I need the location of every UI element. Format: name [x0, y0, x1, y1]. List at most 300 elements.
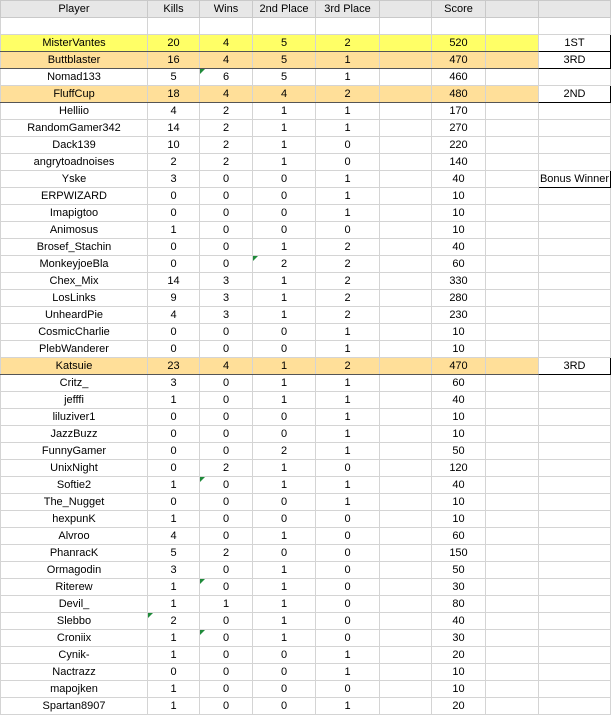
- score-cell[interactable]: 60: [432, 256, 486, 273]
- score-cell[interactable]: 40: [432, 613, 486, 630]
- kills-cell[interactable]: 10: [148, 137, 200, 154]
- player-cell[interactable]: liluziver1: [1, 409, 148, 426]
- wins-cell[interactable]: 2: [200, 120, 253, 137]
- player-cell[interactable]: UnheardPie: [1, 307, 148, 324]
- kills-cell[interactable]: 16: [148, 52, 200, 69]
- empty-cell[interactable]: [380, 52, 432, 69]
- wins-cell[interactable]: 0: [200, 222, 253, 239]
- note-cell[interactable]: [539, 409, 611, 426]
- blank-cell[interactable]: [539, 18, 611, 35]
- kills-cell[interactable]: 4: [148, 103, 200, 120]
- note-cell[interactable]: [539, 630, 611, 647]
- third-place-cell[interactable]: 0: [316, 562, 380, 579]
- second-place-cell[interactable]: 0: [253, 409, 316, 426]
- empty-cell[interactable]: [486, 171, 539, 188]
- kills-cell[interactable]: 0: [148, 239, 200, 256]
- empty-cell[interactable]: [486, 545, 539, 562]
- second-place-cell[interactable]: 1: [253, 375, 316, 392]
- score-cell[interactable]: 60: [432, 528, 486, 545]
- kills-cell[interactable]: 1: [148, 477, 200, 494]
- empty-cell[interactable]: [486, 69, 539, 86]
- wins-cell[interactable]: 2: [200, 103, 253, 120]
- player-cell[interactable]: MonkeyjoeBla: [1, 256, 148, 273]
- second-place-cell[interactable]: 4: [253, 86, 316, 103]
- wins-cell[interactable]: 0: [200, 256, 253, 273]
- player-cell[interactable]: Helliio: [1, 103, 148, 120]
- wins-cell[interactable]: 0: [200, 528, 253, 545]
- empty-cell[interactable]: [380, 630, 432, 647]
- wins-cell[interactable]: 3: [200, 290, 253, 307]
- header-blank-3[interactable]: [539, 1, 611, 18]
- second-place-cell[interactable]: 2: [253, 443, 316, 460]
- score-cell[interactable]: 10: [432, 409, 486, 426]
- third-place-cell[interactable]: 1: [316, 52, 380, 69]
- second-place-cell[interactable]: 0: [253, 188, 316, 205]
- header-player[interactable]: Player: [1, 1, 148, 18]
- second-place-cell[interactable]: 1: [253, 273, 316, 290]
- note-cell[interactable]: [539, 477, 611, 494]
- kills-cell[interactable]: 0: [148, 443, 200, 460]
- second-place-cell[interactable]: 1: [253, 392, 316, 409]
- third-place-cell[interactable]: 1: [316, 477, 380, 494]
- note-cell[interactable]: 3RD: [539, 358, 611, 375]
- note-cell[interactable]: [539, 222, 611, 239]
- score-cell[interactable]: 120: [432, 460, 486, 477]
- third-place-cell[interactable]: 1: [316, 188, 380, 205]
- header-blank-2[interactable]: [486, 1, 539, 18]
- blank-cell[interactable]: [316, 18, 380, 35]
- note-cell[interactable]: [539, 545, 611, 562]
- second-place-cell[interactable]: 1: [253, 528, 316, 545]
- empty-cell[interactable]: [486, 579, 539, 596]
- third-place-cell[interactable]: 0: [316, 511, 380, 528]
- wins-cell[interactable]: 0: [200, 664, 253, 681]
- score-cell[interactable]: 50: [432, 443, 486, 460]
- kills-cell[interactable]: 0: [148, 324, 200, 341]
- empty-cell[interactable]: [380, 545, 432, 562]
- kills-cell[interactable]: 2: [148, 154, 200, 171]
- empty-cell[interactable]: [486, 511, 539, 528]
- wins-cell[interactable]: 4: [200, 358, 253, 375]
- empty-cell[interactable]: [380, 341, 432, 358]
- empty-cell[interactable]: [486, 222, 539, 239]
- wins-cell[interactable]: 2: [200, 137, 253, 154]
- player-cell[interactable]: PlebWanderer: [1, 341, 148, 358]
- empty-cell[interactable]: [486, 256, 539, 273]
- note-cell[interactable]: [539, 324, 611, 341]
- player-cell[interactable]: Cynik-: [1, 647, 148, 664]
- score-cell[interactable]: 150: [432, 545, 486, 562]
- empty-cell[interactable]: [486, 477, 539, 494]
- player-cell[interactable]: Brosef_Stachin: [1, 239, 148, 256]
- second-place-cell[interactable]: 1: [253, 562, 316, 579]
- third-place-cell[interactable]: 2: [316, 307, 380, 324]
- player-cell[interactable]: Imapigtoo: [1, 205, 148, 222]
- note-cell[interactable]: [539, 681, 611, 698]
- player-cell[interactable]: Yske: [1, 171, 148, 188]
- kills-cell[interactable]: 2: [148, 613, 200, 630]
- wins-cell[interactable]: 0: [200, 477, 253, 494]
- note-cell[interactable]: [539, 460, 611, 477]
- empty-cell[interactable]: [380, 188, 432, 205]
- empty-cell[interactable]: [380, 443, 432, 460]
- note-cell[interactable]: [539, 664, 611, 681]
- second-place-cell[interactable]: 0: [253, 545, 316, 562]
- empty-cell[interactable]: [380, 460, 432, 477]
- empty-cell[interactable]: [380, 273, 432, 290]
- header-2nd-place[interactable]: 2nd Place: [253, 1, 316, 18]
- third-place-cell[interactable]: 2: [316, 273, 380, 290]
- second-place-cell[interactable]: 1: [253, 596, 316, 613]
- score-cell[interactable]: 470: [432, 52, 486, 69]
- kills-cell[interactable]: 18: [148, 86, 200, 103]
- third-place-cell[interactable]: 0: [316, 222, 380, 239]
- score-cell[interactable]: 10: [432, 681, 486, 698]
- wins-cell[interactable]: 0: [200, 579, 253, 596]
- player-cell[interactable]: The_Nugget: [1, 494, 148, 511]
- third-place-cell[interactable]: 0: [316, 545, 380, 562]
- third-place-cell[interactable]: 0: [316, 596, 380, 613]
- wins-cell[interactable]: 4: [200, 86, 253, 103]
- score-cell[interactable]: 230: [432, 307, 486, 324]
- score-cell[interactable]: 460: [432, 69, 486, 86]
- note-cell[interactable]: [539, 137, 611, 154]
- player-cell[interactable]: UnixNight: [1, 460, 148, 477]
- note-cell[interactable]: [539, 205, 611, 222]
- player-cell[interactable]: FluffCup: [1, 86, 148, 103]
- wins-cell[interactable]: 2: [200, 154, 253, 171]
- note-cell[interactable]: [539, 239, 611, 256]
- score-cell[interactable]: 330: [432, 273, 486, 290]
- player-cell[interactable]: Slebbo: [1, 613, 148, 630]
- wins-cell[interactable]: 4: [200, 35, 253, 52]
- third-place-cell[interactable]: 1: [316, 324, 380, 341]
- blank-cell[interactable]: [1, 18, 148, 35]
- wins-cell[interactable]: 0: [200, 341, 253, 358]
- note-cell[interactable]: Bonus Winner: [539, 171, 611, 188]
- score-cell[interactable]: 10: [432, 341, 486, 358]
- kills-cell[interactable]: 3: [148, 375, 200, 392]
- wins-cell[interactable]: 0: [200, 392, 253, 409]
- player-cell[interactable]: hexpunK: [1, 511, 148, 528]
- third-place-cell[interactable]: 0: [316, 613, 380, 630]
- empty-cell[interactable]: [486, 392, 539, 409]
- note-cell[interactable]: [539, 392, 611, 409]
- kills-cell[interactable]: 0: [148, 664, 200, 681]
- note-cell[interactable]: [539, 443, 611, 460]
- note-cell[interactable]: [539, 307, 611, 324]
- kills-cell[interactable]: 23: [148, 358, 200, 375]
- empty-cell[interactable]: [486, 35, 539, 52]
- third-place-cell[interactable]: 1: [316, 426, 380, 443]
- empty-cell[interactable]: [486, 494, 539, 511]
- wins-cell[interactable]: 1: [200, 596, 253, 613]
- note-cell[interactable]: [539, 103, 611, 120]
- kills-cell[interactable]: 4: [148, 528, 200, 545]
- second-place-cell[interactable]: 5: [253, 35, 316, 52]
- second-place-cell[interactable]: 0: [253, 698, 316, 715]
- score-cell[interactable]: 30: [432, 579, 486, 596]
- empty-cell[interactable]: [486, 205, 539, 222]
- player-cell[interactable]: Softie2: [1, 477, 148, 494]
- header-blank[interactable]: [380, 1, 432, 18]
- blank-cell[interactable]: [380, 18, 432, 35]
- note-cell[interactable]: 3RD: [539, 52, 611, 69]
- second-place-cell[interactable]: 1: [253, 477, 316, 494]
- empty-cell[interactable]: [380, 307, 432, 324]
- player-cell[interactable]: RandomGamer342: [1, 120, 148, 137]
- empty-cell[interactable]: [486, 664, 539, 681]
- score-cell[interactable]: 50: [432, 562, 486, 579]
- second-place-cell[interactable]: 1: [253, 579, 316, 596]
- score-cell[interactable]: 140: [432, 154, 486, 171]
- score-cell[interactable]: 10: [432, 494, 486, 511]
- third-place-cell[interactable]: 1: [316, 409, 380, 426]
- third-place-cell[interactable]: 0: [316, 460, 380, 477]
- wins-cell[interactable]: 0: [200, 647, 253, 664]
- wins-cell[interactable]: 0: [200, 613, 253, 630]
- third-place-cell[interactable]: 1: [316, 664, 380, 681]
- third-place-cell[interactable]: 0: [316, 630, 380, 647]
- third-place-cell[interactable]: 0: [316, 579, 380, 596]
- second-place-cell[interactable]: 1: [253, 154, 316, 171]
- empty-cell[interactable]: [486, 120, 539, 137]
- second-place-cell[interactable]: 0: [253, 426, 316, 443]
- empty-cell[interactable]: [380, 103, 432, 120]
- empty-cell[interactable]: [380, 205, 432, 222]
- empty-cell[interactable]: [486, 596, 539, 613]
- third-place-cell[interactable]: 0: [316, 154, 380, 171]
- empty-cell[interactable]: [486, 154, 539, 171]
- kills-cell[interactable]: 20: [148, 35, 200, 52]
- score-cell[interactable]: 10: [432, 188, 486, 205]
- player-cell[interactable]: Alvroo: [1, 528, 148, 545]
- score-cell[interactable]: 20: [432, 698, 486, 715]
- empty-cell[interactable]: [380, 35, 432, 52]
- kills-cell[interactable]: 0: [148, 341, 200, 358]
- empty-cell[interactable]: [380, 358, 432, 375]
- score-cell[interactable]: 80: [432, 596, 486, 613]
- wins-cell[interactable]: 0: [200, 375, 253, 392]
- empty-cell[interactable]: [486, 137, 539, 154]
- empty-cell[interactable]: [486, 528, 539, 545]
- note-cell[interactable]: [539, 188, 611, 205]
- kills-cell[interactable]: 1: [148, 511, 200, 528]
- score-cell[interactable]: 170: [432, 103, 486, 120]
- note-cell[interactable]: [539, 69, 611, 86]
- note-cell[interactable]: [539, 647, 611, 664]
- score-cell[interactable]: 10: [432, 222, 486, 239]
- note-cell[interactable]: 2ND: [539, 86, 611, 103]
- second-place-cell[interactable]: 0: [253, 647, 316, 664]
- score-cell[interactable]: 520: [432, 35, 486, 52]
- player-cell[interactable]: Ormagodin: [1, 562, 148, 579]
- empty-cell[interactable]: [380, 375, 432, 392]
- empty-cell[interactable]: [486, 103, 539, 120]
- third-place-cell[interactable]: 0: [316, 681, 380, 698]
- empty-cell[interactable]: [380, 256, 432, 273]
- kills-cell[interactable]: 1: [148, 579, 200, 596]
- wins-cell[interactable]: 0: [200, 324, 253, 341]
- kills-cell[interactable]: 5: [148, 545, 200, 562]
- kills-cell[interactable]: 3: [148, 171, 200, 188]
- player-cell[interactable]: Nactrazz: [1, 664, 148, 681]
- header-wins[interactable]: Wins: [200, 1, 253, 18]
- second-place-cell[interactable]: 1: [253, 103, 316, 120]
- second-place-cell[interactable]: 0: [253, 341, 316, 358]
- kills-cell[interactable]: 14: [148, 120, 200, 137]
- player-cell[interactable]: Buttblaster: [1, 52, 148, 69]
- empty-cell[interactable]: [486, 409, 539, 426]
- kills-cell[interactable]: 0: [148, 188, 200, 205]
- second-place-cell[interactable]: 0: [253, 171, 316, 188]
- empty-cell[interactable]: [380, 86, 432, 103]
- empty-cell[interactable]: [486, 52, 539, 69]
- player-cell[interactable]: CosmicCharlie: [1, 324, 148, 341]
- third-place-cell[interactable]: 2: [316, 256, 380, 273]
- empty-cell[interactable]: [486, 698, 539, 715]
- empty-cell[interactable]: [486, 290, 539, 307]
- empty-cell[interactable]: [380, 171, 432, 188]
- note-cell[interactable]: [539, 341, 611, 358]
- score-cell[interactable]: 10: [432, 664, 486, 681]
- score-cell[interactable]: 220: [432, 137, 486, 154]
- empty-cell[interactable]: [380, 154, 432, 171]
- wins-cell[interactable]: 3: [200, 273, 253, 290]
- wins-cell[interactable]: 0: [200, 698, 253, 715]
- third-place-cell[interactable]: 1: [316, 375, 380, 392]
- note-cell[interactable]: [539, 698, 611, 715]
- third-place-cell[interactable]: 1: [316, 494, 380, 511]
- empty-cell[interactable]: [380, 579, 432, 596]
- third-place-cell[interactable]: 1: [316, 120, 380, 137]
- empty-cell[interactable]: [380, 392, 432, 409]
- empty-cell[interactable]: [380, 511, 432, 528]
- player-cell[interactable]: FunnyGamer: [1, 443, 148, 460]
- second-place-cell[interactable]: 1: [253, 613, 316, 630]
- wins-cell[interactable]: 0: [200, 494, 253, 511]
- note-cell[interactable]: [539, 154, 611, 171]
- second-place-cell[interactable]: 1: [253, 358, 316, 375]
- player-cell[interactable]: MisterVantes: [1, 35, 148, 52]
- player-cell[interactable]: mapojken: [1, 681, 148, 698]
- note-cell[interactable]: [539, 426, 611, 443]
- wins-cell[interactable]: 0: [200, 681, 253, 698]
- player-cell[interactable]: Katsuie: [1, 358, 148, 375]
- kills-cell[interactable]: 1: [148, 647, 200, 664]
- score-cell[interactable]: 40: [432, 171, 486, 188]
- second-place-cell[interactable]: 0: [253, 222, 316, 239]
- score-cell[interactable]: 20: [432, 647, 486, 664]
- wins-cell[interactable]: 0: [200, 426, 253, 443]
- third-place-cell[interactable]: 1: [316, 341, 380, 358]
- empty-cell[interactable]: [380, 409, 432, 426]
- empty-cell[interactable]: [380, 681, 432, 698]
- second-place-cell[interactable]: 1: [253, 460, 316, 477]
- player-cell[interactable]: Critz_: [1, 375, 148, 392]
- third-place-cell[interactable]: 2: [316, 35, 380, 52]
- empty-cell[interactable]: [486, 188, 539, 205]
- empty-cell[interactable]: [486, 307, 539, 324]
- wins-cell[interactable]: 0: [200, 239, 253, 256]
- score-cell[interactable]: 10: [432, 324, 486, 341]
- kills-cell[interactable]: 1: [148, 698, 200, 715]
- empty-cell[interactable]: [380, 137, 432, 154]
- kills-cell[interactable]: 4: [148, 307, 200, 324]
- second-place-cell[interactable]: 0: [253, 511, 316, 528]
- third-place-cell[interactable]: 0: [316, 528, 380, 545]
- third-place-cell[interactable]: 2: [316, 358, 380, 375]
- score-cell[interactable]: 40: [432, 239, 486, 256]
- player-cell[interactable]: Animosus: [1, 222, 148, 239]
- empty-cell[interactable]: [486, 562, 539, 579]
- kills-cell[interactable]: 1: [148, 630, 200, 647]
- wins-cell[interactable]: 0: [200, 409, 253, 426]
- wins-cell[interactable]: 2: [200, 460, 253, 477]
- second-place-cell[interactable]: 0: [253, 664, 316, 681]
- wins-cell[interactable]: 0: [200, 171, 253, 188]
- second-place-cell[interactable]: 5: [253, 52, 316, 69]
- score-cell[interactable]: 470: [432, 358, 486, 375]
- third-place-cell[interactable]: 2: [316, 290, 380, 307]
- empty-cell[interactable]: [380, 698, 432, 715]
- kills-cell[interactable]: 0: [148, 494, 200, 511]
- score-cell[interactable]: 30: [432, 630, 486, 647]
- empty-cell[interactable]: [380, 596, 432, 613]
- empty-cell[interactable]: [486, 443, 539, 460]
- blank-cell[interactable]: [253, 18, 316, 35]
- empty-cell[interactable]: [486, 239, 539, 256]
- kills-cell[interactable]: 0: [148, 426, 200, 443]
- second-place-cell[interactable]: 1: [253, 239, 316, 256]
- empty-cell[interactable]: [380, 528, 432, 545]
- kills-cell[interactable]: 1: [148, 681, 200, 698]
- wins-cell[interactable]: 0: [200, 511, 253, 528]
- second-place-cell[interactable]: 0: [253, 494, 316, 511]
- note-cell[interactable]: [539, 562, 611, 579]
- empty-cell[interactable]: [486, 460, 539, 477]
- score-cell[interactable]: 10: [432, 426, 486, 443]
- empty-cell[interactable]: [380, 562, 432, 579]
- empty-cell[interactable]: [486, 324, 539, 341]
- note-cell[interactable]: [539, 273, 611, 290]
- second-place-cell[interactable]: 1: [253, 630, 316, 647]
- kills-cell[interactable]: 0: [148, 460, 200, 477]
- score-cell[interactable]: 10: [432, 511, 486, 528]
- player-cell[interactable]: LosLinks: [1, 290, 148, 307]
- blank-cell[interactable]: [486, 18, 539, 35]
- third-place-cell[interactable]: 2: [316, 239, 380, 256]
- empty-cell[interactable]: [486, 647, 539, 664]
- blank-cell[interactable]: [200, 18, 253, 35]
- wins-cell[interactable]: 4: [200, 52, 253, 69]
- score-cell[interactable]: 280: [432, 290, 486, 307]
- wins-cell[interactable]: 0: [200, 443, 253, 460]
- blank-cell[interactable]: [148, 18, 200, 35]
- third-place-cell[interactable]: 1: [316, 171, 380, 188]
- player-cell[interactable]: jefffi: [1, 392, 148, 409]
- note-cell[interactable]: 1ST: [539, 35, 611, 52]
- note-cell[interactable]: [539, 528, 611, 545]
- empty-cell[interactable]: [486, 630, 539, 647]
- empty-cell[interactable]: [380, 239, 432, 256]
- empty-cell[interactable]: [486, 341, 539, 358]
- empty-cell[interactable]: [380, 477, 432, 494]
- player-cell[interactable]: Spartan8907: [1, 698, 148, 715]
- wins-cell[interactable]: 0: [200, 205, 253, 222]
- note-cell[interactable]: [539, 596, 611, 613]
- player-cell[interactable]: Nomad133: [1, 69, 148, 86]
